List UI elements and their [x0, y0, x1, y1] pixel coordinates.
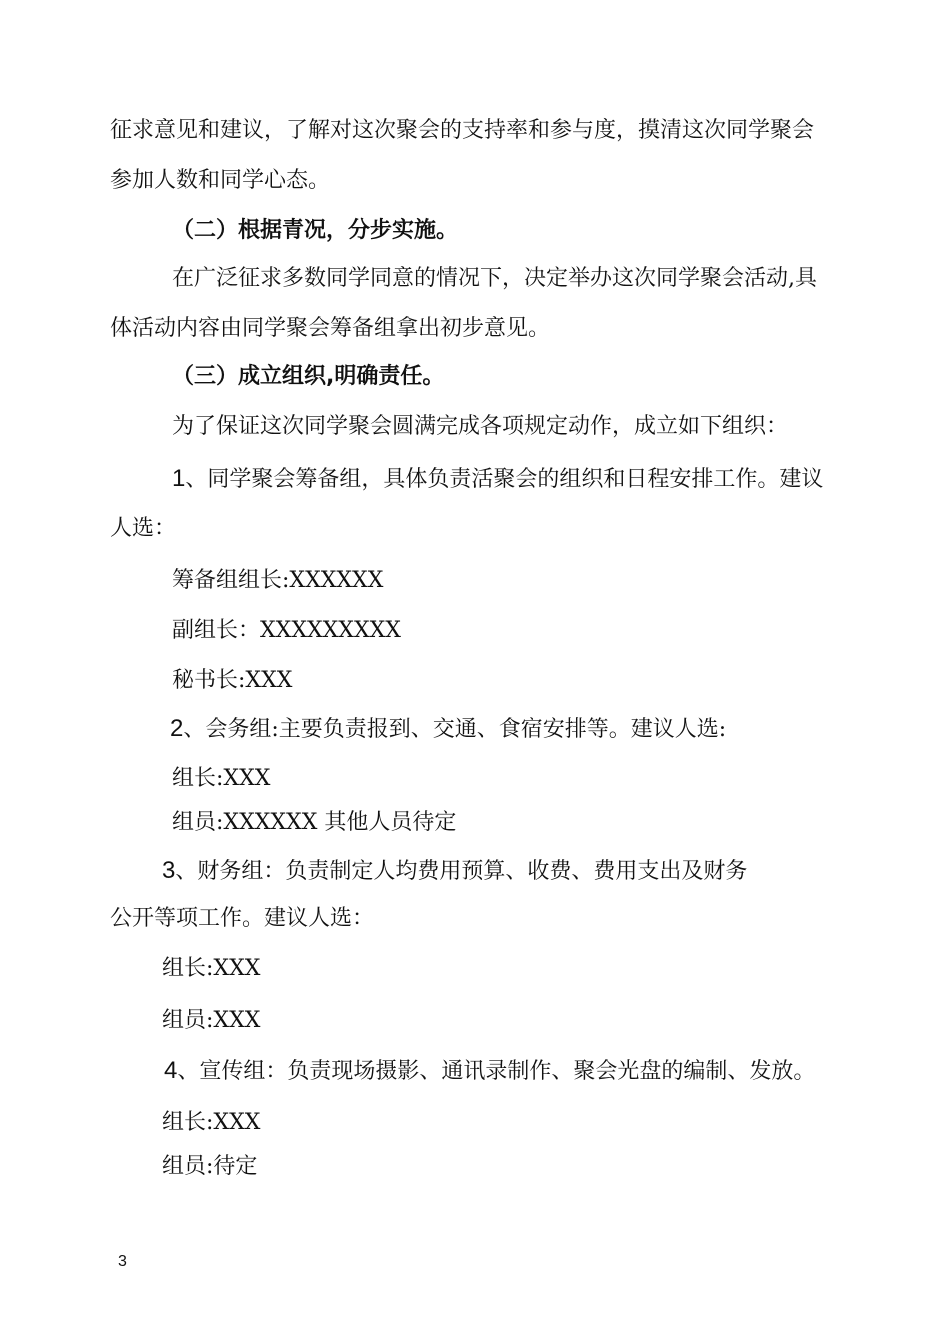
person-entry: 筹备组组长:XXXXXX [172, 568, 384, 593]
page-number: 3 [118, 1253, 127, 1270]
person-entry: 组长:XXX [162, 956, 261, 981]
list-item [172, 464, 823, 495]
person-entry: 秘书长:XXX [172, 668, 293, 693]
item-number: 2 [170, 715, 184, 742]
person-entry: 组员:待定 [162, 1154, 258, 1179]
paragraph-line: 在广泛征求多数同学同意的情况下，决定举办这次同学聚会活动,具 [172, 266, 817, 291]
item-text: 、同学聚会筹备组，具体负责活聚会的组织和日程安排工作。建议 [185, 467, 824, 492]
person-entry: 组长:XXX [162, 1110, 261, 1135]
list-item [164, 1056, 815, 1087]
section-heading: （三）成立组织,明确责任。 [172, 364, 445, 389]
item-text: 、宣传组：负责现场摄影、通讯录制作、聚会光盘的编制、发放。 [177, 1059, 816, 1084]
list-item [162, 856, 747, 887]
paragraph-line: 公开等项工作。建议人选： [110, 906, 375, 931]
item-text: 、财务组：负责制定人均费用预算、收费、费用支出及财务 [175, 859, 748, 884]
paragraph-line: 体活动内容由同学聚会筹备组拿出初步意见。 [110, 316, 551, 341]
item-number: 3 [162, 857, 176, 884]
item-text: 、会务组:主要负责报到、交通、食宿安排等。建议人选: [183, 717, 727, 742]
paragraph-line: 人选： [110, 516, 177, 541]
section-heading: （二）根据青况，分步实施。 [172, 218, 459, 243]
person-entry: 组长:XXX [172, 766, 271, 791]
paragraph-line: 征求意见和建议，了解对这次聚会的支持率和参与度，摸清这次同学聚会 [110, 118, 815, 143]
paragraph-line: 参加人数和同学心态。 [110, 168, 331, 193]
item-number: 4 [164, 1057, 178, 1084]
person-entry: 组员:XXXXXX 其他人员待定 [172, 810, 457, 835]
paragraph-line: 为了保证这次同学聚会圆满完成各项规定动作，成立如下组织： [172, 414, 789, 439]
person-entry: 副组长：XXXXXXXXX [172, 618, 401, 643]
list-item [170, 714, 726, 745]
item-number: 1 [172, 465, 186, 492]
person-entry: 组员:XXX [162, 1008, 261, 1033]
